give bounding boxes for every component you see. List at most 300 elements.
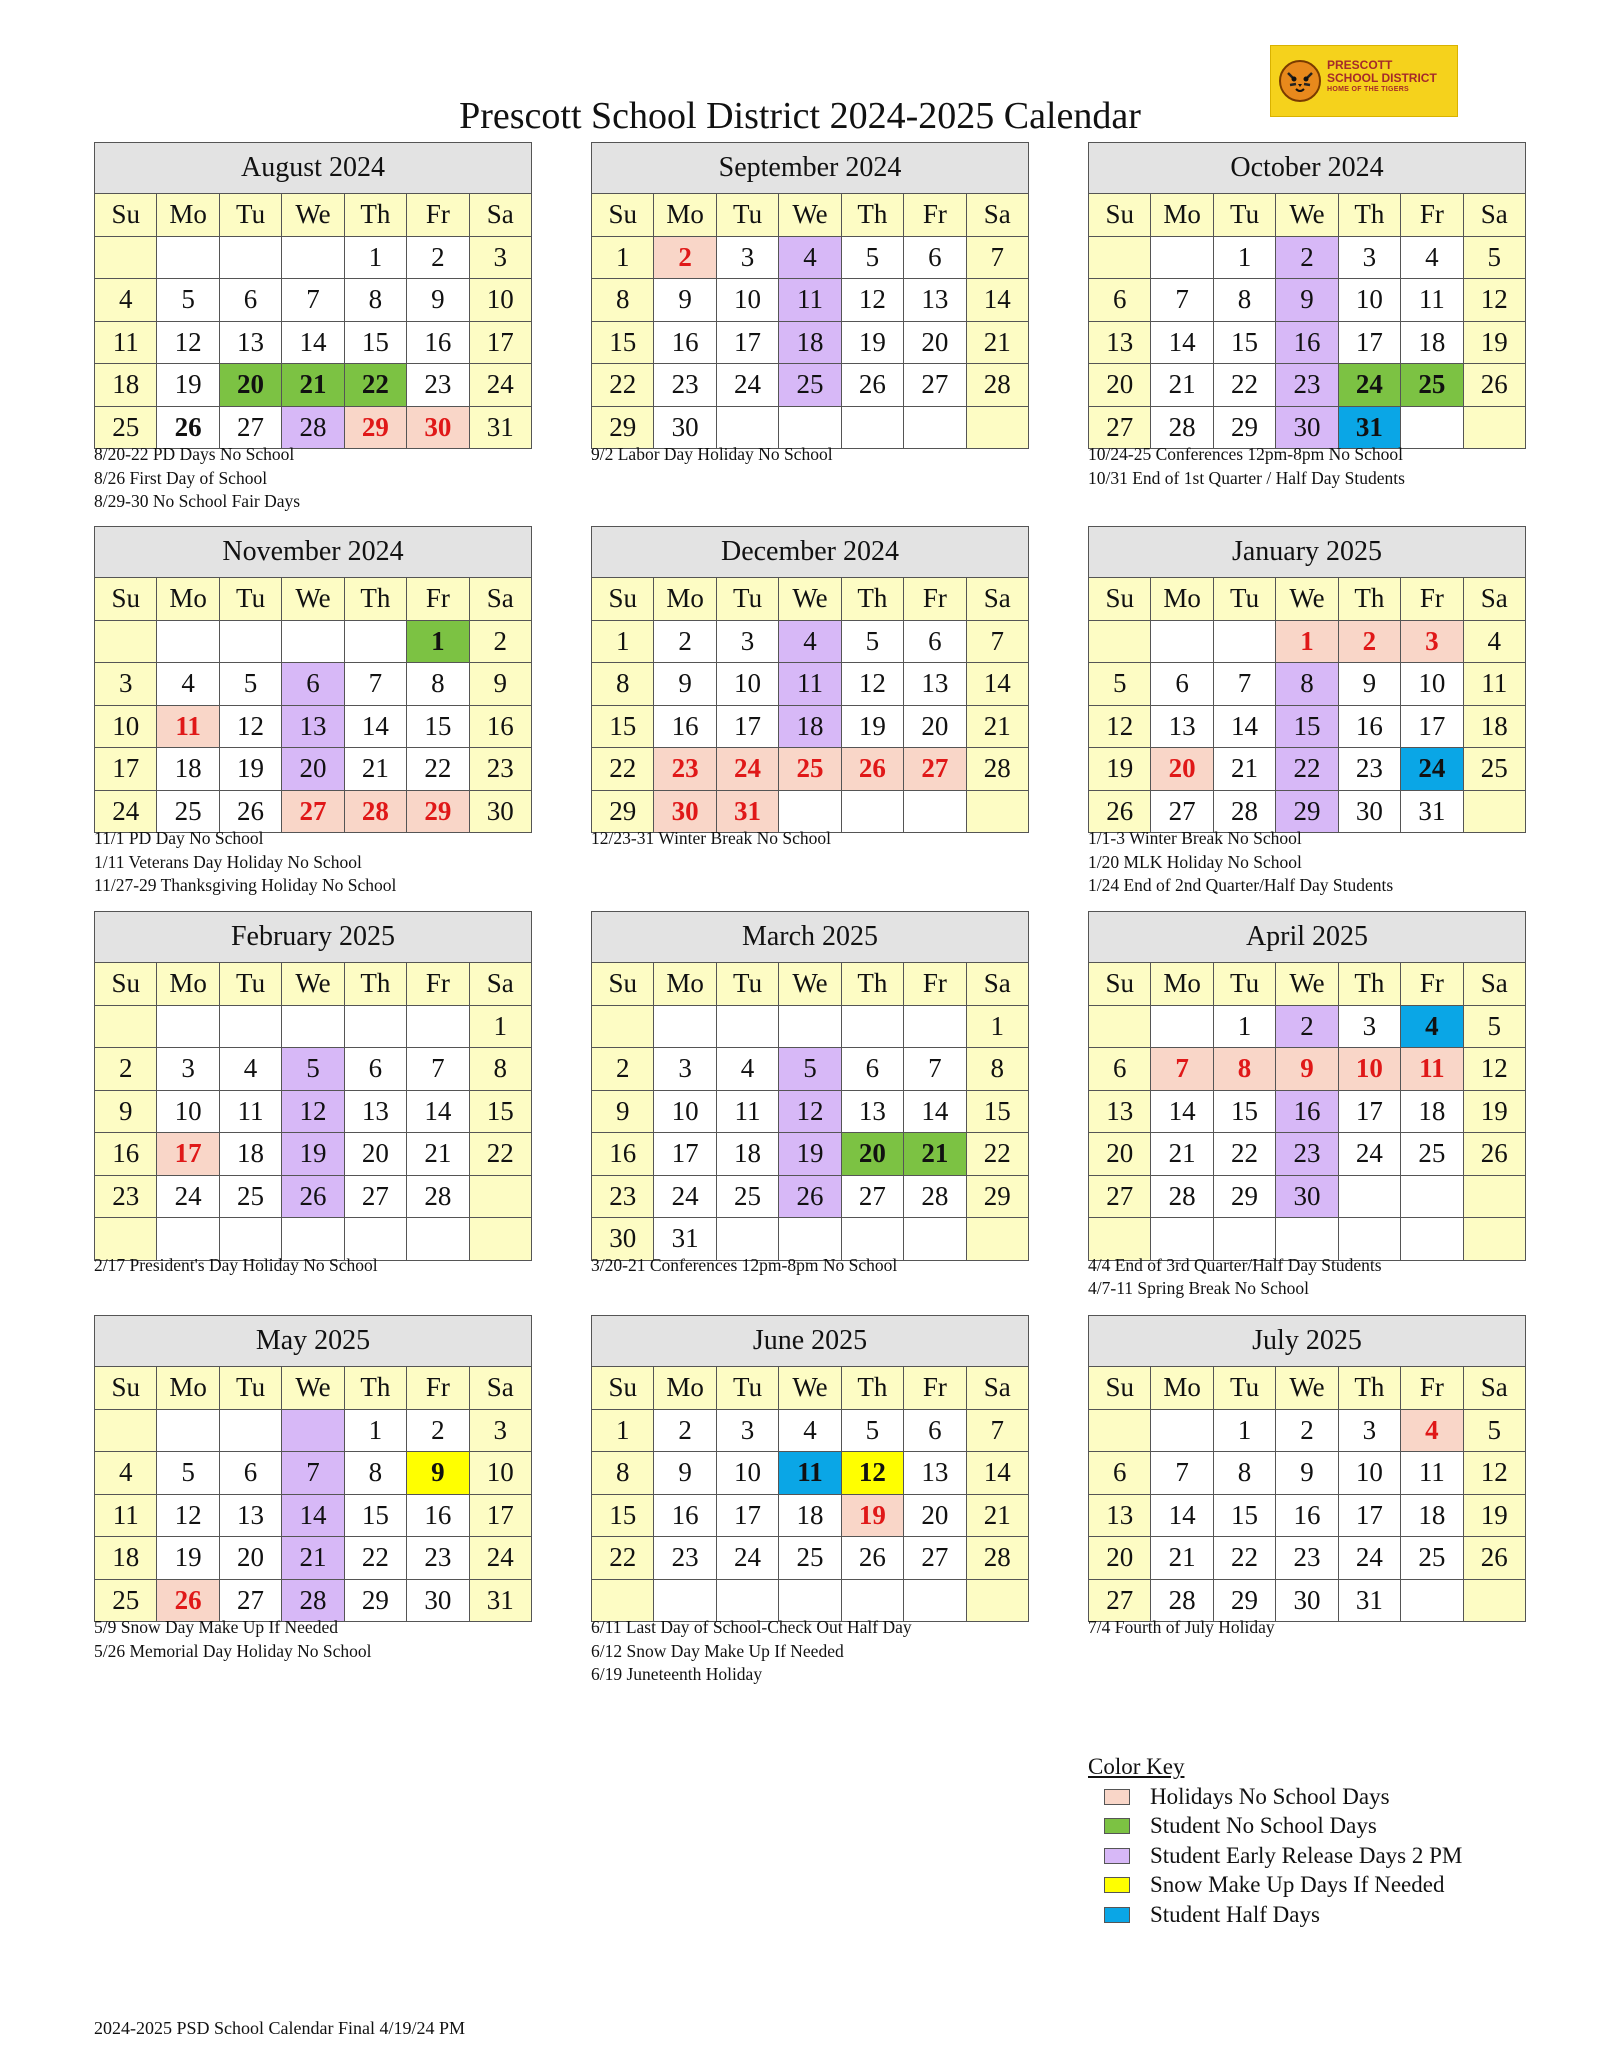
day-cell: 10 [157, 1090, 219, 1133]
day-cell: 26 [841, 1537, 903, 1580]
day-cell: 14 [407, 1090, 469, 1133]
color-key-item [1088, 1841, 1462, 1871]
note-line: 9/2 Labor Day Holiday No School [591, 444, 833, 464]
day-cell: 7 [407, 1048, 469, 1091]
day-cell: 19 [282, 1133, 344, 1176]
empty-cell [344, 620, 406, 663]
empty-cell [1089, 1409, 1151, 1452]
day-cell: 26 [157, 1579, 219, 1622]
day-cell: 16 [95, 1133, 157, 1176]
day-cell: 18 [219, 1133, 281, 1176]
note-line: 2/17 President's Day Holiday No School [94, 1254, 378, 1275]
day-cell: 20 [1089, 364, 1151, 407]
day-cell: 26 [1463, 1537, 1525, 1580]
day-cell: 25 [1463, 748, 1525, 791]
day-cell: 29 [1213, 406, 1275, 449]
weekday-header: Su [592, 578, 654, 621]
day-cell: 26 [841, 364, 903, 407]
month-calendar [94, 526, 532, 833]
day-cell: 27 [1089, 406, 1151, 449]
day-cell: 20 [1089, 1133, 1151, 1176]
color-key-item [1088, 1870, 1462, 1900]
empty-cell [219, 236, 281, 279]
month-notes [94, 1254, 534, 1278]
day-cell: 12 [1463, 1048, 1525, 1091]
day-cell: 5 [1463, 236, 1525, 279]
empty-cell [904, 1005, 966, 1048]
empty-cell [95, 1005, 157, 1048]
day-cell: 21 [1213, 748, 1275, 791]
day-cell: 28 [1151, 1579, 1213, 1622]
color-swatch [1104, 1877, 1130, 1893]
day-cell: 24 [1401, 748, 1463, 791]
month-table [1088, 911, 1526, 1261]
day-cell: 20 [1089, 1537, 1151, 1580]
weekday-header: Fr [904, 578, 966, 621]
day-cell: 25 [779, 364, 841, 407]
month-title: February 2025 [95, 912, 532, 963]
day-cell: 4 [779, 1409, 841, 1452]
note-line: 6/19 Juneteenth Holiday [591, 1664, 763, 1684]
day-cell: 20 [282, 748, 344, 791]
day-cell: 8 [592, 1452, 654, 1495]
day-cell: 17 [1338, 1090, 1400, 1133]
day-cell: 25 [1401, 364, 1463, 407]
day-cell: 8 [344, 279, 406, 322]
day-cell: 20 [1151, 748, 1213, 791]
day-cell: 21 [1151, 364, 1213, 407]
day-cell: 23 [1338, 748, 1400, 791]
day-cell: 30 [1276, 1579, 1338, 1622]
day-cell: 3 [1338, 1409, 1400, 1452]
day-cell: 7 [1213, 663, 1275, 706]
note-line: 10/24-25 Conferences 12pm-8pm No School [1088, 444, 1403, 464]
day-cell: 25 [779, 1537, 841, 1580]
day-cell: 5 [219, 663, 281, 706]
day-cell: 1 [1213, 1005, 1275, 1048]
empty-cell [219, 1409, 281, 1452]
empty-cell [1089, 1005, 1151, 1048]
day-cell: 6 [282, 663, 344, 706]
empty-cell [1463, 1175, 1525, 1218]
weekday-header: Mo [1151, 578, 1213, 621]
month-title: July 2025 [1089, 1316, 1526, 1367]
weekday-header: Fr [407, 194, 469, 237]
day-cell: 15 [1276, 705, 1338, 748]
day-cell: 30 [469, 790, 531, 833]
day-cell: 19 [1463, 1090, 1525, 1133]
page-title: Prescott School District 2024-2025 Calendar [459, 95, 1141, 137]
day-cell: 10 [469, 279, 531, 322]
day-cell: 23 [407, 1537, 469, 1580]
month-calendar [94, 911, 532, 1261]
weekday-header: Tu [219, 194, 281, 237]
day-cell: 14 [1151, 1494, 1213, 1537]
empty-cell [157, 1409, 219, 1452]
day-cell: 27 [904, 364, 966, 407]
color-key-item [1088, 1900, 1462, 1930]
weekday-header: We [282, 194, 344, 237]
day-cell: 2 [654, 1409, 716, 1452]
day-cell: 30 [592, 1218, 654, 1261]
note-line: 7/4 Fourth of July Holiday [1088, 1617, 1275, 1637]
month-table [94, 911, 532, 1261]
weekday-header: Su [592, 963, 654, 1006]
month-table [591, 142, 1029, 449]
day-cell: 29 [344, 1579, 406, 1622]
day-cell: 6 [841, 1048, 903, 1091]
month-table [591, 1315, 1029, 1622]
weekday-header: Mo [157, 963, 219, 1006]
month-notes [1088, 1616, 1528, 1640]
day-cell: 9 [654, 1452, 716, 1495]
day-cell: 10 [1338, 1452, 1400, 1495]
day-cell: 10 [469, 1452, 531, 1495]
empty-cell [219, 1005, 281, 1048]
day-cell: 18 [157, 748, 219, 791]
note-line: 4/7-11 Spring Break No School [1088, 1278, 1309, 1298]
month-calendar [1088, 142, 1526, 449]
day-cell: 5 [1089, 663, 1151, 706]
day-cell: 28 [1151, 1175, 1213, 1218]
day-cell: 16 [1276, 1090, 1338, 1133]
day-cell: 18 [95, 1537, 157, 1580]
day-cell: 11 [779, 279, 841, 322]
month-notes [1088, 1254, 1528, 1301]
day-cell: 14 [282, 1494, 344, 1537]
day-cell: 19 [779, 1133, 841, 1176]
day-cell: 6 [344, 1048, 406, 1091]
note-line: 1/20 MLK Holiday No School [1088, 851, 1302, 872]
day-cell: 22 [592, 1537, 654, 1580]
weekday-header: Th [1338, 194, 1400, 237]
empty-cell [95, 1409, 157, 1452]
weekday-header: Mo [654, 194, 716, 237]
day-cell: 20 [344, 1133, 406, 1176]
day-cell: 31 [1401, 790, 1463, 833]
day-cell: 5 [841, 1409, 903, 1452]
day-cell: 1 [407, 620, 469, 663]
weekday-header: Th [344, 194, 406, 237]
day-cell: 24 [157, 1175, 219, 1218]
month-table [94, 142, 532, 449]
weekday-header: Th [841, 578, 903, 621]
day-cell: 18 [1401, 1494, 1463, 1537]
day-cell: 5 [157, 279, 219, 322]
day-cell: 14 [1151, 321, 1213, 364]
day-cell: 11 [1401, 1048, 1463, 1091]
day-cell: 7 [282, 1452, 344, 1495]
note-line: 5/26 Memorial Day Holiday No School [94, 1640, 372, 1661]
day-cell: 8 [592, 279, 654, 322]
month-calendar [94, 142, 532, 449]
day-cell: 29 [1213, 1175, 1275, 1218]
weekday-header: Th [841, 1367, 903, 1410]
note-line: 5/9 Snow Day Make Up If Needed [94, 1617, 338, 1637]
empty-cell [407, 1005, 469, 1048]
day-cell: 1 [592, 1409, 654, 1452]
day-cell: 23 [654, 364, 716, 407]
day-cell: 8 [1213, 279, 1275, 322]
day-cell: 23 [407, 364, 469, 407]
day-cell: 15 [1213, 1494, 1275, 1537]
day-cell: 21 [344, 748, 406, 791]
weekday-header: Mo [157, 578, 219, 621]
day-cell: 17 [716, 321, 778, 364]
day-cell: 6 [1151, 663, 1213, 706]
day-cell: 29 [1213, 1579, 1275, 1622]
day-cell: 7 [966, 236, 1028, 279]
day-cell: 11 [1463, 663, 1525, 706]
day-cell: 31 [469, 1579, 531, 1622]
day-cell: 30 [654, 406, 716, 449]
weekday-header: Fr [1401, 963, 1463, 1006]
day-cell: 9 [1276, 279, 1338, 322]
day-cell: 27 [1089, 1175, 1151, 1218]
day-cell: 10 [95, 705, 157, 748]
weekday-header: We [779, 963, 841, 1006]
empty-cell [95, 620, 157, 663]
empty-cell [469, 1175, 531, 1218]
day-cell: 17 [654, 1133, 716, 1176]
weekday-header: Sa [966, 578, 1028, 621]
day-cell: 31 [1338, 406, 1400, 449]
day-cell: 12 [282, 1090, 344, 1133]
day-cell: 9 [654, 279, 716, 322]
day-cell: 19 [157, 1537, 219, 1580]
note-line: 3/20-21 Conferences 12pm-8pm No School [591, 1254, 898, 1275]
month-calendar [1088, 911, 1526, 1261]
day-cell: 18 [779, 1494, 841, 1537]
day-cell: 22 [592, 748, 654, 791]
day-cell: 24 [654, 1175, 716, 1218]
day-cell: 13 [1089, 321, 1151, 364]
day-cell: 24 [469, 364, 531, 407]
color-key-label: Student No School Days [1150, 1813, 1377, 1838]
day-cell: 26 [779, 1175, 841, 1218]
day-cell: 19 [219, 748, 281, 791]
day-cell: 26 [219, 790, 281, 833]
day-cell: 9 [1276, 1452, 1338, 1495]
day-cell: 22 [592, 364, 654, 407]
weekday-header: Tu [716, 963, 778, 1006]
day-cell: 2 [407, 1409, 469, 1452]
day-cell: 14 [966, 1452, 1028, 1495]
month-title: August 2024 [95, 143, 532, 194]
day-cell: 16 [469, 705, 531, 748]
weekday-header: Su [95, 194, 157, 237]
weekday-header: Mo [157, 1367, 219, 1410]
day-cell: 22 [1276, 748, 1338, 791]
weekday-header: We [282, 578, 344, 621]
day-cell: 4 [1401, 236, 1463, 279]
weekday-header: Tu [219, 1367, 281, 1410]
weekday-header: Tu [1213, 578, 1275, 621]
day-cell: 11 [1401, 1452, 1463, 1495]
day-cell: 8 [407, 663, 469, 706]
day-cell: 16 [407, 1494, 469, 1537]
day-cell: 4 [95, 279, 157, 322]
day-cell: 20 [904, 321, 966, 364]
month-calendar [1088, 1315, 1526, 1622]
day-cell: 19 [1089, 748, 1151, 791]
color-key-label: Holidays No School Days [1150, 1783, 1390, 1809]
day-cell: 20 [904, 1494, 966, 1537]
day-cell: 30 [407, 406, 469, 449]
month-title: March 2025 [592, 912, 1029, 963]
day-cell: 3 [654, 1048, 716, 1091]
weekday-header: Fr [904, 1367, 966, 1410]
month-title: June 2025 [592, 1316, 1029, 1367]
day-cell: 26 [1463, 364, 1525, 407]
logo-line3: HOME OF THE TIGERS [1327, 86, 1410, 93]
color-key-label: Student Half Days [1150, 1901, 1320, 1927]
month-table [591, 526, 1029, 833]
day-cell: 8 [1213, 1452, 1275, 1495]
day-cell: 19 [841, 1494, 903, 1537]
month-title: November 2024 [95, 527, 532, 578]
day-cell: 15 [1213, 1090, 1275, 1133]
day-cell: 16 [654, 1494, 716, 1537]
district-logo [1270, 45, 1458, 117]
weekday-header: Sa [966, 1367, 1028, 1410]
day-cell: 15 [592, 1494, 654, 1537]
note-line: 8/26 First Day of School [94, 467, 268, 488]
empty-cell [1151, 236, 1213, 279]
day-cell: 17 [716, 705, 778, 748]
day-cell: 4 [219, 1048, 281, 1091]
day-cell: 30 [1276, 1175, 1338, 1218]
empty-cell [1089, 236, 1151, 279]
day-cell: 8 [592, 663, 654, 706]
day-cell: 11 [157, 705, 219, 748]
weekday-header: We [282, 1367, 344, 1410]
weekday-header: Th [1338, 578, 1400, 621]
color-swatch [1104, 1789, 1130, 1805]
day-cell: 29 [592, 790, 654, 833]
day-cell: 11 [1401, 279, 1463, 322]
day-cell: 13 [841, 1090, 903, 1133]
weekday-header: Sa [469, 1367, 531, 1410]
day-cell: 25 [95, 406, 157, 449]
day-cell: 15 [344, 321, 406, 364]
day-cell: 1 [1213, 236, 1275, 279]
day-cell: 8 [344, 1452, 406, 1495]
weekday-header: Sa [966, 963, 1028, 1006]
empty-cell [1151, 620, 1213, 663]
day-cell: 23 [654, 748, 716, 791]
day-cell: 19 [1463, 1494, 1525, 1537]
day-cell: 21 [966, 705, 1028, 748]
day-cell: 25 [1401, 1537, 1463, 1580]
day-cell: 28 [966, 1537, 1028, 1580]
month-table [94, 526, 532, 833]
day-cell: 12 [1463, 279, 1525, 322]
day-cell: 31 [716, 790, 778, 833]
day-cell: 22 [407, 748, 469, 791]
day-cell: 21 [282, 1537, 344, 1580]
day-cell: 22 [1213, 1133, 1275, 1176]
day-cell: 25 [716, 1175, 778, 1218]
day-cell: 4 [716, 1048, 778, 1091]
day-cell: 29 [344, 406, 406, 449]
month-table [1088, 1315, 1526, 1622]
weekday-header: Su [592, 194, 654, 237]
empty-cell [282, 620, 344, 663]
day-cell: 27 [841, 1175, 903, 1218]
day-cell: 22 [1213, 364, 1275, 407]
weekday-header: Su [95, 578, 157, 621]
day-cell: 24 [1338, 1537, 1400, 1580]
day-cell: 12 [219, 705, 281, 748]
day-cell: 13 [219, 321, 281, 364]
day-cell: 28 [904, 1175, 966, 1218]
day-cell: 1 [344, 236, 406, 279]
day-cell: 17 [1338, 321, 1400, 364]
day-cell: 15 [592, 705, 654, 748]
day-cell: 29 [592, 406, 654, 449]
note-line: 12/23-31 Winter Break No School [591, 828, 832, 848]
day-cell: 13 [1089, 1090, 1151, 1133]
day-cell: 17 [157, 1133, 219, 1176]
day-cell: 30 [1338, 790, 1400, 833]
day-cell: 7 [1151, 279, 1213, 322]
day-cell: 27 [904, 748, 966, 791]
note-line: 8/29-30 No School Fair Days [94, 491, 301, 511]
day-cell: 2 [654, 236, 716, 279]
day-cell: 3 [1338, 236, 1400, 279]
empty-cell [157, 236, 219, 279]
weekday-header: We [779, 578, 841, 621]
day-cell: 21 [282, 364, 344, 407]
day-cell: 24 [1338, 364, 1400, 407]
day-cell: 26 [157, 406, 219, 449]
weekday-header: Mo [654, 1367, 716, 1410]
note-line: 10/31 End of 1st Quarter / Half Day Students [1088, 467, 1405, 488]
weekday-header: Tu [219, 963, 281, 1006]
weekday-header: Th [344, 1367, 406, 1410]
day-cell: 19 [157, 364, 219, 407]
day-cell: 25 [779, 748, 841, 791]
day-cell: 28 [407, 1175, 469, 1218]
day-cell: 18 [716, 1133, 778, 1176]
weekday-header: Sa [966, 194, 1028, 237]
weekday-header: Sa [1463, 578, 1525, 621]
weekday-header: Th [1338, 963, 1400, 1006]
day-cell: 21 [407, 1133, 469, 1176]
day-cell: 27 [904, 1537, 966, 1580]
empty-cell [157, 620, 219, 663]
weekday-header: Fr [1401, 1367, 1463, 1410]
day-cell: 28 [966, 364, 1028, 407]
weekday-header: Th [344, 963, 406, 1006]
day-cell: 2 [1276, 1005, 1338, 1048]
day-cell: 5 [779, 1048, 841, 1091]
day-cell: 2 [1276, 236, 1338, 279]
day-cell: 28 [282, 1579, 344, 1622]
day-cell: 13 [904, 1452, 966, 1495]
day-cell: 27 [219, 406, 281, 449]
day-cell: 9 [95, 1090, 157, 1133]
day-cell: 3 [716, 236, 778, 279]
day-cell: 3 [157, 1048, 219, 1091]
day-cell: 11 [779, 663, 841, 706]
day-cell: 12 [1089, 705, 1151, 748]
day-cell: 5 [841, 620, 903, 663]
day-cell: 28 [1213, 790, 1275, 833]
day-cell: 12 [841, 663, 903, 706]
day-cell: 3 [1338, 1005, 1400, 1048]
